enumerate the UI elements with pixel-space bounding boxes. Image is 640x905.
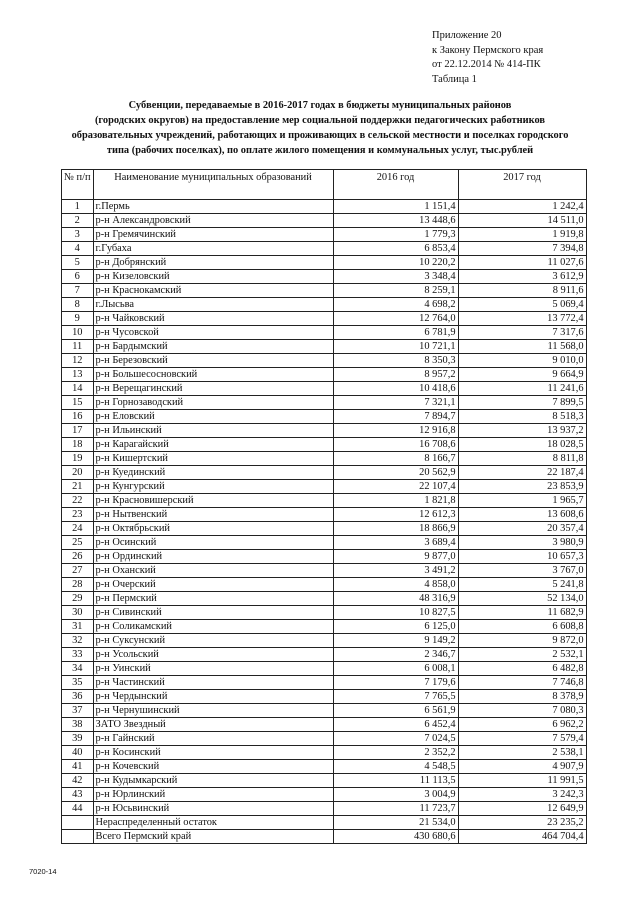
row-2016: 6 008,1 <box>333 662 458 676</box>
row-2017: 8 811,8 <box>458 452 586 466</box>
row-name: Всего Пермский край <box>93 830 333 844</box>
row-2016: 10 827,5 <box>333 606 458 620</box>
title-line-1: Субвенции, передаваемые в 2016-2017 годах в бюджеты муниципальных районов <box>128 100 512 111</box>
row-2016: 3 491,2 <box>333 564 458 578</box>
row-name: р-н Карагайский <box>93 438 333 452</box>
footer-code: 7020-14 <box>29 867 57 876</box>
row-number: 8 <box>62 298 94 312</box>
row-name: Нераспределенный остаток <box>93 816 333 830</box>
row-2017: 13 937,2 <box>458 424 586 438</box>
row-name: р-н Чердынский <box>93 690 333 704</box>
header-2016: 2016 год <box>333 170 458 200</box>
row-number: 1 <box>62 200 94 214</box>
table-row <box>62 326 587 340</box>
row-number <box>62 816 94 830</box>
row-2017: 2 532,1 <box>458 648 586 662</box>
row-number: 36 <box>62 690 94 704</box>
row-name: р-н Куединский <box>93 466 333 480</box>
row-number: 43 <box>62 788 94 802</box>
title-line-2: (городских округов) на предоставление мер социальной поддержки педагогических работников <box>94 115 546 126</box>
row-name: р-н Ильинский <box>93 424 333 438</box>
row-number: 24 <box>62 522 94 536</box>
row-name: г.Губаха <box>93 242 333 256</box>
table-row <box>62 634 587 648</box>
row-2016: 7 321,1 <box>333 396 458 410</box>
table-row <box>62 508 587 522</box>
row-2016: 430 680,6 <box>333 830 458 844</box>
row-name: р-н Александровский <box>93 214 333 228</box>
row-name: р-н Оханский <box>93 564 333 578</box>
row-number: 37 <box>62 704 94 718</box>
row-number: 34 <box>62 662 94 676</box>
table-row <box>62 438 587 452</box>
row-number: 14 <box>62 382 94 396</box>
row-2016: 48 316,9 <box>333 592 458 606</box>
row-number: 3 <box>62 228 94 242</box>
row-2017: 8 378,9 <box>458 690 586 704</box>
row-name: р-н Красновишерский <box>93 494 333 508</box>
row-2017: 5 069,4 <box>458 298 586 312</box>
row-2016: 11 723,7 <box>333 802 458 816</box>
table-row <box>62 256 587 270</box>
row-number: 10 <box>62 326 94 340</box>
table-row <box>62 648 587 662</box>
row-number: 44 <box>62 802 94 816</box>
row-2017: 7 317,6 <box>458 326 586 340</box>
row-number: 12 <box>62 354 94 368</box>
row-2016: 6 853,4 <box>333 242 458 256</box>
annex-law: к Закону Пермского края <box>432 44 544 56</box>
table-row <box>62 718 587 732</box>
row-2016: 10 418,6 <box>333 382 458 396</box>
row-2017: 3 767,0 <box>458 564 586 578</box>
table-row <box>62 606 587 620</box>
row-2017: 4 907,9 <box>458 760 586 774</box>
row-number: 42 <box>62 774 94 788</box>
row-2017: 8 911,6 <box>458 284 586 298</box>
row-2017: 1 919,8 <box>458 228 586 242</box>
table-row <box>62 466 587 480</box>
row-2017: 11 241,6 <box>458 382 586 396</box>
table-body <box>62 200 587 844</box>
row-2016: 12 612,3 <box>333 508 458 522</box>
title-line-3: образовательных учреждений, работающих и проживающих в сельской местности и поселках городского <box>71 130 569 141</box>
row-name: р-н Кунгурский <box>93 480 333 494</box>
subsidy-table <box>61 169 587 844</box>
table-row <box>62 242 587 256</box>
row-number: 33 <box>62 648 94 662</box>
row-name: р-н Гремячинский <box>93 228 333 242</box>
row-2017: 464 704,4 <box>458 830 586 844</box>
row-number: 29 <box>62 592 94 606</box>
table-row <box>62 578 587 592</box>
row-2016: 7 179,6 <box>333 676 458 690</box>
row-number: 27 <box>62 564 94 578</box>
table-row <box>62 592 587 606</box>
table-row <box>62 368 587 382</box>
row-2016: 6 561,9 <box>333 704 458 718</box>
row-2017: 9 010,0 <box>458 354 586 368</box>
row-number <box>62 830 94 844</box>
table-row <box>62 298 587 312</box>
table-row <box>62 732 587 746</box>
row-name: р-н Кудымкарский <box>93 774 333 788</box>
row-name: р-н Еловский <box>93 410 333 424</box>
row-2016: 3 004,9 <box>333 788 458 802</box>
row-2017: 7 746,8 <box>458 676 586 690</box>
row-number: 30 <box>62 606 94 620</box>
row-2016: 20 562,9 <box>333 466 458 480</box>
table-row <box>62 550 587 564</box>
row-2016: 12 916,8 <box>333 424 458 438</box>
annex-table-label: Таблица 1 <box>432 73 477 85</box>
row-number: 15 <box>62 396 94 410</box>
row-name: р-н Соликамский <box>93 620 333 634</box>
row-2017: 3 612,9 <box>458 270 586 284</box>
table-row <box>62 410 587 424</box>
row-2016: 2 352,2 <box>333 746 458 760</box>
row-number: 41 <box>62 760 94 774</box>
row-2017: 11 991,5 <box>458 774 586 788</box>
row-2016: 8 166,7 <box>333 452 458 466</box>
table-row <box>62 382 587 396</box>
row-name: г.Лысьва <box>93 298 333 312</box>
table-row <box>62 480 587 494</box>
row-number: 38 <box>62 718 94 732</box>
row-2016: 4 698,2 <box>333 298 458 312</box>
row-name: р-н Краснокамский <box>93 284 333 298</box>
row-2016: 4 548,5 <box>333 760 458 774</box>
annex-title: Приложение 20 <box>432 30 502 41</box>
table-row <box>62 704 587 718</box>
row-number: 22 <box>62 494 94 508</box>
annex-date: от 22.12.2014 № 414-ПК <box>432 59 541 70</box>
table-row <box>62 340 587 354</box>
table-header-row <box>62 170 587 200</box>
row-name: р-н Бардымский <box>93 340 333 354</box>
row-number: 18 <box>62 438 94 452</box>
row-2016: 7 765,5 <box>333 690 458 704</box>
row-number: 5 <box>62 256 94 270</box>
row-2017: 6 608,8 <box>458 620 586 634</box>
row-2017: 18 028,5 <box>458 438 586 452</box>
row-2017: 11 682,9 <box>458 606 586 620</box>
table-row <box>62 312 587 326</box>
row-name: р-н Чайковский <box>93 312 333 326</box>
row-name: р-н Юрлинский <box>93 788 333 802</box>
row-2016: 6 125,0 <box>333 620 458 634</box>
row-name: р-н Уинский <box>93 662 333 676</box>
row-2017: 9 872,0 <box>458 634 586 648</box>
row-2016: 7 024,5 <box>333 732 458 746</box>
table-row <box>62 788 587 802</box>
row-2016: 12 764,0 <box>333 312 458 326</box>
row-name: р-н Березовский <box>93 354 333 368</box>
row-number: 6 <box>62 270 94 284</box>
row-2016: 18 866,9 <box>333 522 458 536</box>
table-row <box>62 228 587 242</box>
header-num: № п/п <box>62 170 94 200</box>
row-name: р-н Частинский <box>93 676 333 690</box>
header-name: Наименование муниципальных образований <box>93 170 333 200</box>
annex-block <box>432 29 543 87</box>
title-line-4: типа (рабочих поселках), по оплате жилого помещения и коммунальных услуг, тыс.рублей <box>106 145 534 156</box>
row-2016: 3 348,4 <box>333 270 458 284</box>
row-2017: 9 664,9 <box>458 368 586 382</box>
row-name: р-н Осинский <box>93 536 333 550</box>
row-number: 4 <box>62 242 94 256</box>
row-number: 17 <box>62 424 94 438</box>
row-name: г.Пермь <box>93 200 333 214</box>
table-row <box>62 662 587 676</box>
row-name: р-н Кизеловский <box>93 270 333 284</box>
row-name: р-н Горнозаводский <box>93 396 333 410</box>
table-row <box>62 396 587 410</box>
table-row <box>62 200 587 214</box>
row-2017: 7 899,5 <box>458 396 586 410</box>
row-2016: 4 858,0 <box>333 578 458 592</box>
table-row <box>62 494 587 508</box>
row-number: 9 <box>62 312 94 326</box>
row-number: 2 <box>62 214 94 228</box>
row-name: р-н Верещагинский <box>93 382 333 396</box>
row-2017: 6 482,8 <box>458 662 586 676</box>
row-2017: 1 242,4 <box>458 200 586 214</box>
row-name: р-н Косинский <box>93 746 333 760</box>
row-2016: 7 894,7 <box>333 410 458 424</box>
table-row <box>62 424 587 438</box>
row-2017: 52 134,0 <box>458 592 586 606</box>
table-row <box>62 746 587 760</box>
row-name: р-н Юсьвинский <box>93 802 333 816</box>
table-row <box>62 690 587 704</box>
table-row <box>62 816 587 830</box>
table-row <box>62 830 587 844</box>
row-2017: 23 235,2 <box>458 816 586 830</box>
row-2017: 10 657,3 <box>458 550 586 564</box>
row-name: р-н Суксунский <box>93 634 333 648</box>
row-2017: 13 772,4 <box>458 312 586 326</box>
row-number: 7 <box>62 284 94 298</box>
row-2016: 8 957,2 <box>333 368 458 382</box>
row-2016: 1 821,8 <box>333 494 458 508</box>
row-name: ЗАТО Звездный <box>93 718 333 732</box>
row-2016: 13 448,6 <box>333 214 458 228</box>
row-name: р-н Чернушинский <box>93 704 333 718</box>
row-number: 23 <box>62 508 94 522</box>
row-name: р-н Большесосновский <box>93 368 333 382</box>
row-name: р-н Добрянский <box>93 256 333 270</box>
row-2017: 3 980,9 <box>458 536 586 550</box>
row-name: р-н Нытвенский <box>93 508 333 522</box>
row-2016: 6 452,4 <box>333 718 458 732</box>
row-2017: 14 511,0 <box>458 214 586 228</box>
table-row <box>62 676 587 690</box>
table-row <box>62 802 587 816</box>
row-2016: 21 534,0 <box>333 816 458 830</box>
row-2017: 11 568,0 <box>458 340 586 354</box>
row-2017: 2 538,1 <box>458 746 586 760</box>
table-row <box>62 270 587 284</box>
document-title <box>28 98 612 158</box>
row-2016: 9 877,0 <box>333 550 458 564</box>
row-2017: 7 394,8 <box>458 242 586 256</box>
row-2016: 16 708,6 <box>333 438 458 452</box>
table-row <box>62 452 587 466</box>
table-row <box>62 522 587 536</box>
row-2016: 10 220,2 <box>333 256 458 270</box>
row-number: 16 <box>62 410 94 424</box>
row-2017: 22 187,4 <box>458 466 586 480</box>
row-number: 25 <box>62 536 94 550</box>
row-number: 19 <box>62 452 94 466</box>
row-2016: 2 346,7 <box>333 648 458 662</box>
table-row <box>62 760 587 774</box>
row-number: 13 <box>62 368 94 382</box>
row-2017: 13 608,6 <box>458 508 586 522</box>
row-2017: 5 241,8 <box>458 578 586 592</box>
header-2017: 2017 год <box>458 170 586 200</box>
row-number: 20 <box>62 466 94 480</box>
row-number: 32 <box>62 634 94 648</box>
row-2017: 6 962,2 <box>458 718 586 732</box>
row-number: 39 <box>62 732 94 746</box>
row-2016: 11 113,5 <box>333 774 458 788</box>
row-number: 31 <box>62 620 94 634</box>
row-name: р-н Октябрьский <box>93 522 333 536</box>
row-2016: 9 149,2 <box>333 634 458 648</box>
row-2016: 8 350,3 <box>333 354 458 368</box>
row-number: 35 <box>62 676 94 690</box>
table-row <box>62 564 587 578</box>
row-2017: 1 965,7 <box>458 494 586 508</box>
row-2017: 23 853,9 <box>458 480 586 494</box>
row-2016: 10 721,1 <box>333 340 458 354</box>
row-number: 28 <box>62 578 94 592</box>
row-2017: 7 080,3 <box>458 704 586 718</box>
row-number: 21 <box>62 480 94 494</box>
row-name: р-н Усольский <box>93 648 333 662</box>
table-row <box>62 284 587 298</box>
row-2017: 3 242,3 <box>458 788 586 802</box>
table-row <box>62 774 587 788</box>
row-2016: 22 107,4 <box>333 480 458 494</box>
row-2016: 8 259,1 <box>333 284 458 298</box>
row-2017: 8 518,3 <box>458 410 586 424</box>
row-name: р-н Кишертский <box>93 452 333 466</box>
row-name: р-н Гайнский <box>93 732 333 746</box>
table-row <box>62 214 587 228</box>
row-name: р-н Кочевский <box>93 760 333 774</box>
row-2016: 6 781,9 <box>333 326 458 340</box>
row-2017: 20 357,4 <box>458 522 586 536</box>
row-name: р-н Пермский <box>93 592 333 606</box>
row-2016: 3 689,4 <box>333 536 458 550</box>
row-2016: 1 151,4 <box>333 200 458 214</box>
table-row <box>62 536 587 550</box>
row-name: р-н Чусовской <box>93 326 333 340</box>
row-name: р-н Ординский <box>93 550 333 564</box>
row-2017: 11 027,6 <box>458 256 586 270</box>
row-2017: 12 649,9 <box>458 802 586 816</box>
row-name: р-н Сивинский <box>93 606 333 620</box>
row-number: 40 <box>62 746 94 760</box>
row-name: р-н Очерский <box>93 578 333 592</box>
table-row <box>62 354 587 368</box>
row-2016: 1 779,3 <box>333 228 458 242</box>
row-number: 26 <box>62 550 94 564</box>
row-number: 11 <box>62 340 94 354</box>
row-2017: 7 579,4 <box>458 732 586 746</box>
table-row <box>62 620 587 634</box>
